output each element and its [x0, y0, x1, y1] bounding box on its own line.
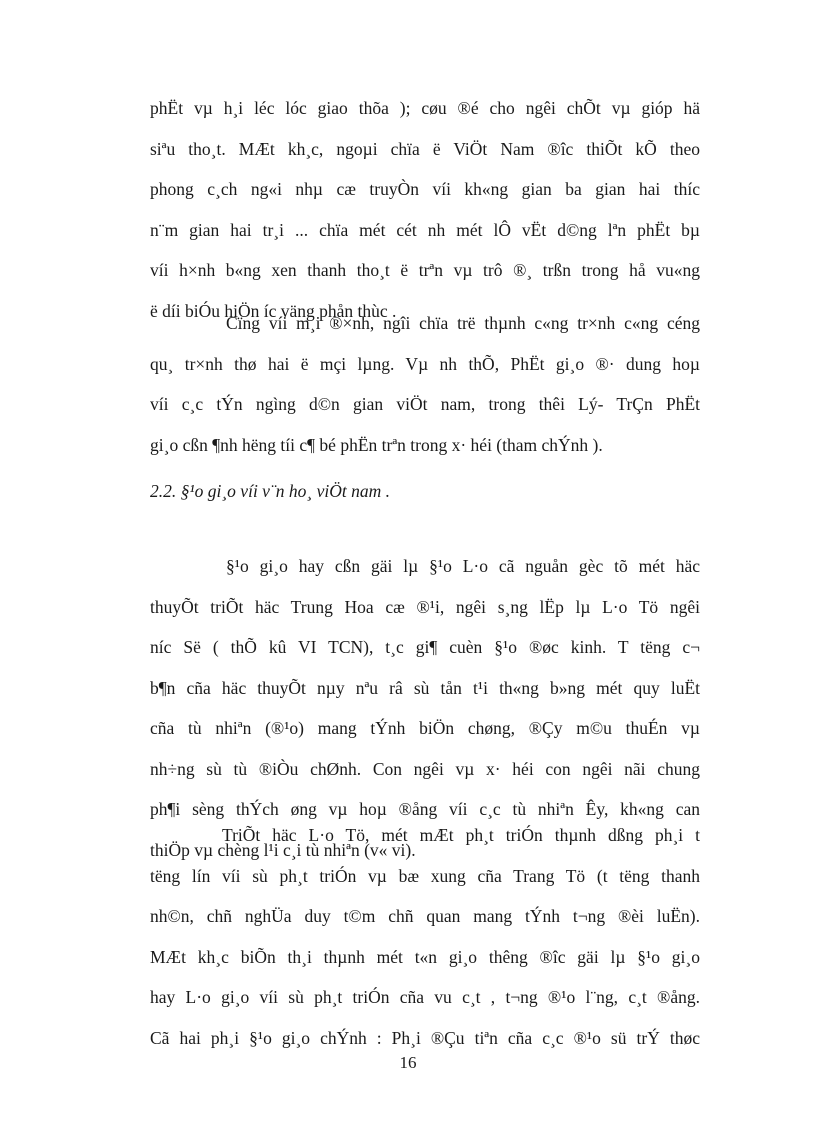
paragraph-4: [150, 815, 700, 1058]
paragraph-line: b¶n cña häc thuyÕt nµy nªu râ sù tån t¹i th«ng b»ng mét quy luËt: [150, 677, 700, 698]
paragraph-line: §¹o gi¸o hay cßn gäi lµ §¹o L·o cã nguån gèc tõ mét häc: [226, 556, 700, 576]
paragraph-line: níc Së ( thÕ kû VI TCN), t¸c gi¶ cuèn §¹o ®øc kinh. T tëng c¬: [150, 637, 700, 657]
paragraph-line: phong c¸ch ng«i nhµ cæ truyÒn víi kh«ng gian ba gian hai thíc: [150, 179, 700, 199]
paragraph-line: ph¶i sèng thÝch øng vµ hoµ ®ång víi c¸c tù nhiªn Êy, kh«ng can: [150, 799, 700, 819]
paragraph-line: tëng lín víi sù ph¸t triÓn vµ bæ xung cña Trang Tö (t tëng thanh: [150, 865, 700, 886]
paragraph-line: cña tù nhiªn (®¹o) mang tÝnh biÖn chøng, ®Çy m©u thuÉn vµ: [150, 718, 700, 738]
paragraph-line: gi¸o cßn ¶nh hëng tíi c¶ bé phËn trªn trong x· héi (tham chÝnh ).: [150, 434, 603, 455]
paragraph-line: phËt vµ h¸i léc lóc giao thõa ); cøu ®é cho ngêi chÕt vµ gióp hä: [150, 98, 700, 118]
paragraph-line: víi h×nh b«ng xen thanh tho¸t ë trªn vµ trô ®¸ trßn trong hå vu«ng: [150, 260, 700, 280]
paragraph-line: MÆt kh¸c biÕn th¸i thµnh mét t«n gi¸o thêng ®îc gäi lµ §¹o gi¸o: [150, 946, 700, 967]
paragraph-2: [150, 303, 700, 465]
section-heading: 2.2. §¹o gi¸o víi v¨n ho¸ viÖt nam .: [150, 481, 390, 501]
paragraph-line: thiÖp vµ chèng l¹i c¸i tù nhiªn (v« vi).: [150, 839, 416, 860]
paragraph-line: Cïng víi m¸i ®×nh, ngîi chïa trë thµnh c«ng tr×nh c«ng céng: [226, 313, 700, 333]
paragraph-line: hay L·o gi¸o víi sù ph¸t triÓn cña vu c¸t , t¬ng ®¹o l¨ng, c¸t ®ång.: [150, 987, 700, 1007]
paragraph-line: Cã hai ph¸i §¹o gi¸o chÝnh : Ph¸i ®Çu tiªn cña c¸c ®¹o sü trÝ thøc: [150, 1027, 700, 1048]
paragraph-line: n¨m gian hai tr¸i ... chïa mét cét nh mét lÔ vËt d©ng lªn phËt bµ: [150, 219, 700, 240]
page-number: 16: [399, 1053, 417, 1072]
paragraph-line: siªu tho¸t. MÆt kh¸c, ngoµi chïa ë ViÖt Nam ®îc thiÕt kÕ theo: [150, 138, 700, 159]
paragraph-1: [150, 88, 700, 331]
paragraph-line: TriÕt häc L·o Tö, mét mÆt ph¸t triÓn thµnh dßng ph¸i t: [222, 825, 700, 845]
paragraph-line: ë díi biÓu hiÖn íc väng phån thùc .: [150, 300, 397, 321]
paragraph-line: nh©n, chñ nghÜa duy t©m chñ quan mang tÝnh t¬ng ®èi luËn).: [150, 906, 700, 926]
paragraph-line: nh÷ng sù tù ®iÒu chØnh. Con ngêi vµ x· héi con ngêi nãi chung: [150, 758, 700, 779]
paragraph-line: víi c¸c tÝn ngìng d©n gian viÖt nam, trong thêi Lý- TrÇn PhËt: [150, 394, 700, 414]
paragraph-line: thuyÕt triÕt häc Trung Hoa cæ ®¹i, ngêi s¸ng lËp lµ L·o Tö ngêi: [150, 596, 700, 617]
paragraph-line: qu¸ tr×nh thø hai ë mçi lµng. Vµ nh thÕ, PhËt gi¸o ®· dung hoµ: [150, 353, 700, 374]
